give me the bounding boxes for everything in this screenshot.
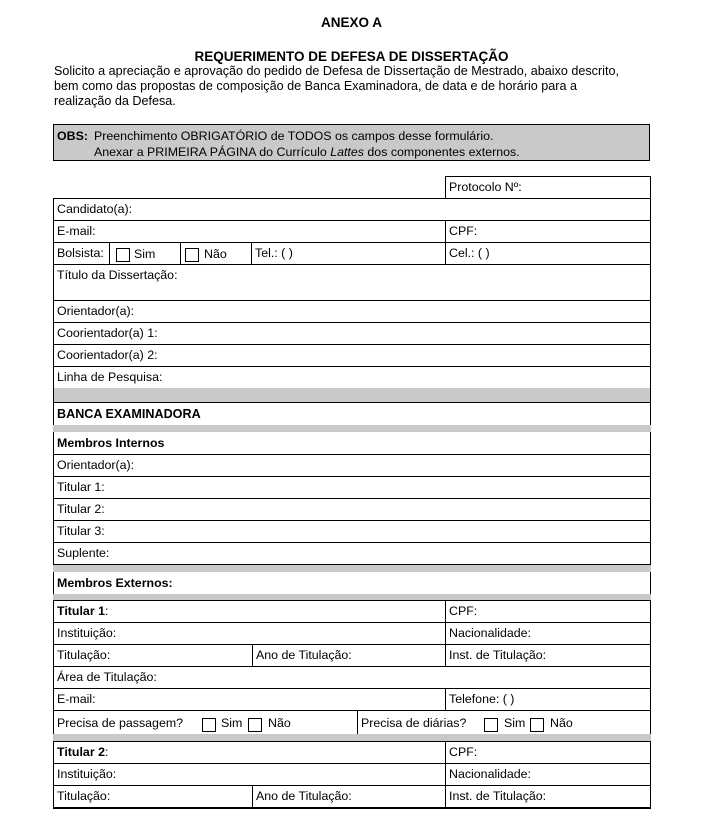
externos-title: Membros Externos: xyxy=(57,576,173,590)
linha-pesquisa-field[interactable]: Linha de Pesquisa: xyxy=(53,366,651,389)
passagem-sim-label: Sim xyxy=(221,716,243,730)
interno-suplente-field[interactable]: Suplente: xyxy=(53,542,651,565)
obs-line-2-end: dos componentes externos. xyxy=(363,145,520,159)
bolsista-nao-checkbox[interactable] xyxy=(185,248,199,262)
externo-titular-2-label: Titular 2 xyxy=(57,745,105,759)
externo-titular-1-nacionalidade-field[interactable]: Nacionalidade: xyxy=(445,622,651,645)
externo-titular-1-area-field[interactable]: Área de Titulação: xyxy=(53,666,651,689)
obs-line-2 xyxy=(94,145,520,159)
gray-band xyxy=(53,565,651,572)
externo-titular-2-cpf-field[interactable]: CPF: xyxy=(445,741,651,764)
interno-orientador-field[interactable]: Orientador(a): xyxy=(53,454,651,477)
internos-title: Membros Internos xyxy=(57,436,165,450)
colon: : xyxy=(104,604,109,618)
externo-titular-1-telefone-field[interactable]: Telefone: ( ) xyxy=(445,688,651,711)
bolsista-nao-label: Não xyxy=(204,247,227,261)
intro-paragraph xyxy=(54,64,650,109)
externo-titular-2-instituicao-field[interactable]: Instituição: xyxy=(53,763,446,786)
diarias-sim-checkbox[interactable] xyxy=(484,718,498,732)
diarias-nao-label: Não xyxy=(550,716,573,730)
obs-line-2-italic: Lattes xyxy=(330,145,364,159)
colon: : xyxy=(104,745,109,759)
intro-line: bem como das propostas de composição de Banca Examinadora, de data e de horário para a xyxy=(54,79,577,93)
annex-label: ANEXO A xyxy=(320,15,382,30)
diarias-nao-checkbox[interactable] xyxy=(530,718,544,732)
externo-titular-2-titulacao-field[interactable]: Titulação: xyxy=(53,785,253,808)
externo-titular-1-name-field[interactable] xyxy=(53,600,446,623)
coorientador-1-field[interactable]: Coorientador(a) 1: xyxy=(53,322,651,345)
email-field[interactable]: E-mail: xyxy=(53,220,446,243)
interno-titular-3-field[interactable]: Titular 3: xyxy=(53,520,651,543)
bolsista-sim-checkbox[interactable] xyxy=(116,248,130,262)
obs-box xyxy=(53,124,650,161)
banca-title: BANCA EXAMINADORA xyxy=(57,407,201,421)
externo-titular-1-cpf-field[interactable]: CPF: xyxy=(445,600,651,623)
interno-titular-2-field[interactable]: Titular 2: xyxy=(53,498,651,521)
candidato-field[interactable]: Candidato(a): xyxy=(53,198,651,221)
cel-field[interactable]: Cel.: ( ) xyxy=(445,242,651,265)
form-title: REQUERIMENTO DE DEFESA DE DISSERTAÇÃO xyxy=(194,49,509,64)
externo-titular-1-email-field[interactable]: E-mail: xyxy=(53,688,446,711)
obs-label: OBS: xyxy=(57,129,88,143)
interno-titular-1-field[interactable]: Titular 1: xyxy=(53,476,651,499)
externo-titular-1-inst-titulacao-field[interactable]: Inst. de Titulação: xyxy=(445,644,651,667)
tel-field[interactable]: Tel.: ( ) xyxy=(251,242,446,265)
cpf-field[interactable]: CPF: xyxy=(445,220,651,243)
intro-line: realização da Defesa. xyxy=(54,94,176,108)
externo-titular-2-nacionalidade-field[interactable]: Nacionalidade: xyxy=(445,763,651,786)
externo-titular-1-instituicao-field[interactable]: Instituição: xyxy=(53,622,446,645)
orientador-field[interactable]: Orientador(a): xyxy=(53,300,651,323)
bolsista-sim-label: Sim xyxy=(134,247,156,261)
diarias-sim-label: Sim xyxy=(504,716,526,730)
passagem-sim-checkbox[interactable] xyxy=(202,718,216,732)
intro-line: Solicito a apreciação e aprovação do pedido de Defesa de Dissertação de Mestrado, abaixo descrito, xyxy=(54,64,619,78)
gray-band xyxy=(53,734,651,741)
passagem-label: Precisa de passagem? xyxy=(57,716,184,730)
passagem-nao-checkbox[interactable] xyxy=(248,718,262,732)
externo-titular-1-titulacao-field[interactable]: Titulação: xyxy=(53,644,253,667)
gray-band xyxy=(53,425,651,432)
externo-titular-1-ano-field[interactable]: Ano de Titulação: xyxy=(252,644,446,667)
externo-titular-2-name-field[interactable] xyxy=(53,741,446,764)
obs-line-2-text: Anexar a PRIMEIRA PÁGINA do Currículo xyxy=(94,145,331,159)
section-separator xyxy=(53,388,651,403)
coorientador-2-field[interactable]: Coorientador(a) 2: xyxy=(53,344,651,367)
passagem-nao-label: Não xyxy=(268,716,291,730)
bolsista-label: Bolsista: xyxy=(53,242,110,265)
diarias-label: Precisa de diárias? xyxy=(361,716,467,730)
protocolo-field[interactable]: Protocolo Nº: xyxy=(445,176,651,199)
obs-line-1: Preenchimento OBRIGATÓRIO de TODOS os campos desse formulário. xyxy=(94,129,494,143)
externo-titular-2-inst-titulacao-field[interactable]: Inst. de Titulação: xyxy=(445,785,651,808)
externo-titular-2-ano-field[interactable]: Ano de Titulação: xyxy=(252,785,446,808)
externo-titular-1-label: Titular 1 xyxy=(57,604,105,618)
titulo-field[interactable]: Título da Dissertação: xyxy=(53,264,651,301)
